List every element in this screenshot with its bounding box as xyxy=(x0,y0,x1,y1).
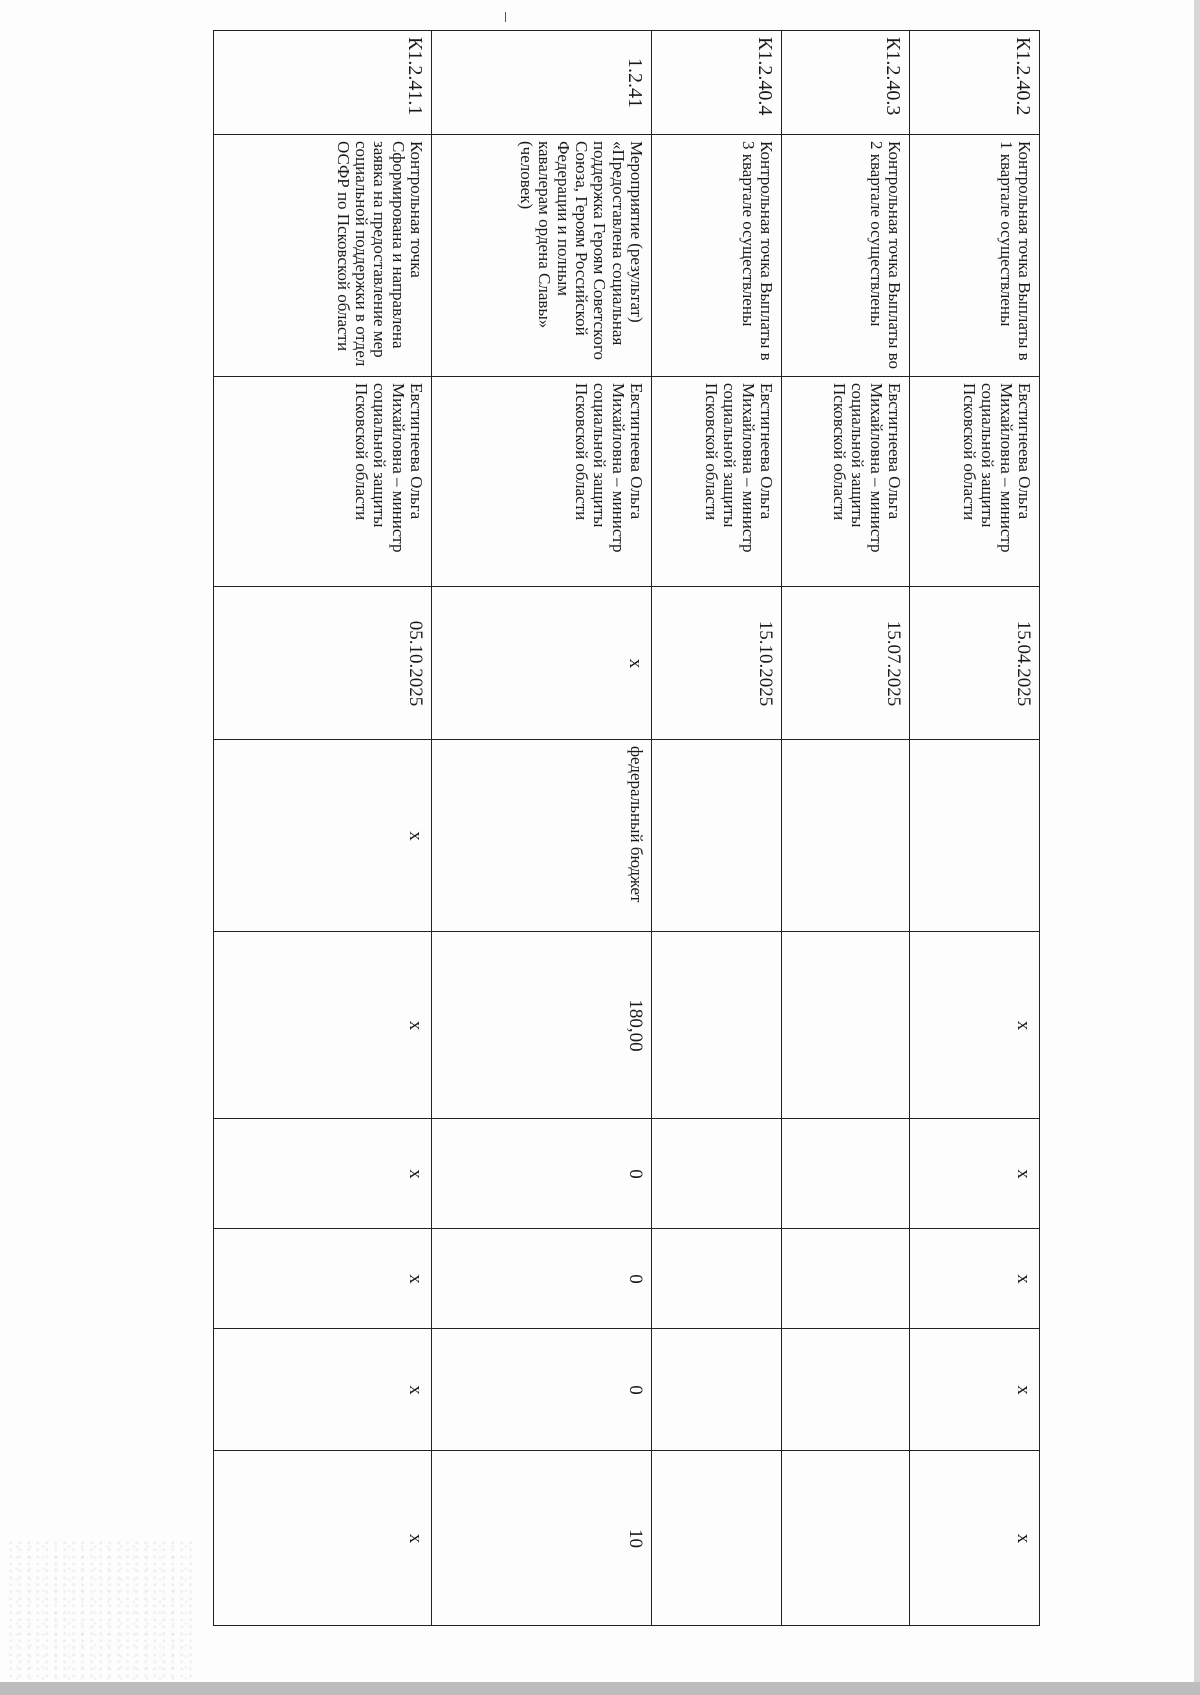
cell-value-10: x xyxy=(214,1451,432,1626)
cell-value-10: 10 xyxy=(432,1451,652,1626)
cell-amount xyxy=(782,932,910,1119)
cell-value-9: 0 xyxy=(432,1329,652,1451)
cell-value-8: x xyxy=(214,1229,432,1329)
cell-responsible: Евстигнеева Ольга Михайловна – министр социальной защиты Псковской области xyxy=(910,377,1040,587)
cell-value-10: x xyxy=(910,1451,1040,1626)
rotated-table-container xyxy=(214,30,1040,1625)
cell-value-7 xyxy=(782,1119,910,1229)
scan-edge-right xyxy=(1194,0,1200,1682)
cell-value-10 xyxy=(782,1451,910,1626)
cell-value-9: x xyxy=(214,1329,432,1451)
cell-value-7 xyxy=(652,1119,782,1229)
cell-code: К1.2.40.3 xyxy=(782,31,910,135)
cell-code: К1.2.40.2 xyxy=(910,31,1040,135)
cell-value-9 xyxy=(652,1329,782,1451)
table-row xyxy=(910,31,1040,1626)
scan-edge-bottom xyxy=(0,1682,1200,1695)
cell-value-8: 0 xyxy=(432,1229,652,1329)
cell-amount: x xyxy=(214,932,432,1119)
cell-code: К1.2.40.4 xyxy=(652,31,782,135)
scan-noise xyxy=(8,1540,198,1680)
table-row xyxy=(432,31,652,1626)
table-row xyxy=(652,31,782,1626)
cell-date: 15.10.2025 xyxy=(652,587,782,740)
cell-source: федеральный бюджет xyxy=(432,740,652,932)
cell-name: Контрольная точка Выплаты в 3 квартале осуществлены xyxy=(652,135,782,377)
cell-date: 15.07.2025 xyxy=(782,587,910,740)
cell-value-7: 0 xyxy=(432,1119,652,1229)
cell-name: Контрольная точка Выплаты во 2 квартале осуществлены xyxy=(782,135,910,377)
cell-responsible: Евстигнеева Ольга Михайловна – министр социальной защиты Псковской области xyxy=(214,377,432,587)
cell-value-9 xyxy=(782,1329,910,1451)
cell-value-10 xyxy=(652,1451,782,1626)
scan-mark xyxy=(505,12,506,22)
plan-table xyxy=(213,30,1040,1626)
cell-value-8 xyxy=(652,1229,782,1329)
cell-date: 15.04.2025 xyxy=(910,587,1040,740)
cell-source: x xyxy=(214,740,432,932)
cell-amount: 180,00 xyxy=(432,932,652,1119)
cell-name: Контрольная точка Выплаты в 1 квартале осуществлены xyxy=(910,135,1040,377)
cell-value-7: x xyxy=(910,1119,1040,1229)
cell-code: 1.2.41 xyxy=(432,31,652,135)
table-row xyxy=(214,31,432,1626)
table-row xyxy=(782,31,910,1626)
cell-value-8 xyxy=(782,1229,910,1329)
cell-code: К1.2.41.1 xyxy=(214,31,432,135)
cell-name: Контрольная точка Сформирована и направлена заявка на предоставление мер социальной поддержки в отдел ОСФР по Псковской области xyxy=(214,135,432,377)
cell-date: x xyxy=(432,587,652,740)
cell-source xyxy=(652,740,782,932)
cell-value-7: x xyxy=(214,1119,432,1229)
cell-value-8: x xyxy=(910,1229,1040,1329)
cell-value-9: x xyxy=(910,1329,1040,1451)
table-body xyxy=(214,31,1040,1626)
cell-responsible: Евстигнеева Ольга Михайловна – министр социальной защиты Псковской области xyxy=(782,377,910,587)
cell-amount xyxy=(652,932,782,1119)
cell-source xyxy=(782,740,910,932)
cell-date: 05.10.2025 xyxy=(214,587,432,740)
cell-source xyxy=(910,740,1040,932)
cell-responsible: Евстигнеева Ольга Михайловна – министр социальной защиты Псковской области xyxy=(432,377,652,587)
cell-amount: x xyxy=(910,932,1040,1119)
cell-responsible: Евстигнеева Ольга Михайловна – министр социальной защиты Псковской области xyxy=(652,377,782,587)
cell-name: Мероприятие (результат) «Предоставлена социальная поддержка Героям Советского Союза, Героям Российской Федерации и полным кавалерам ордена Славы» (человек) xyxy=(432,135,652,377)
